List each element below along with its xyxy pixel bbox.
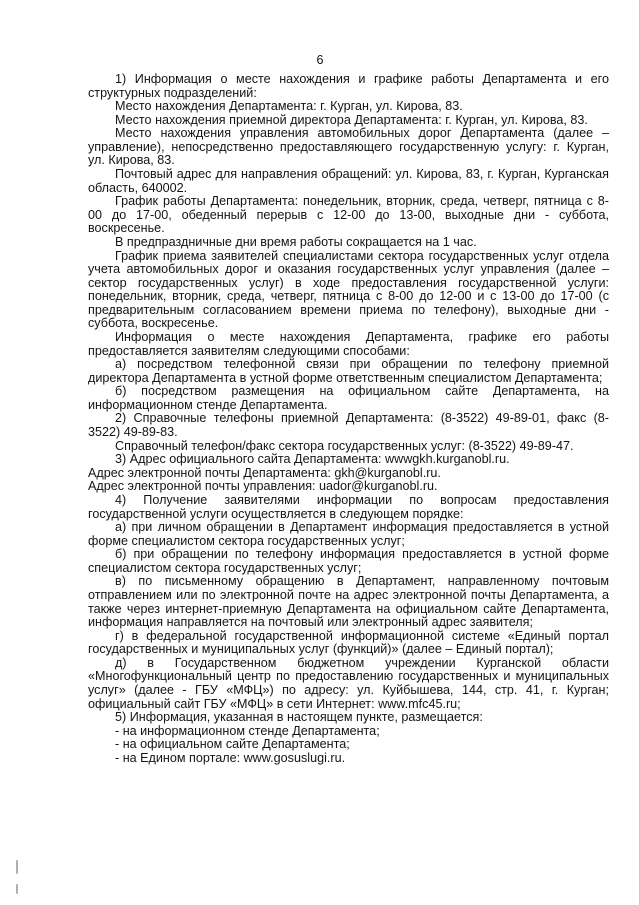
paragraph-order-by-phone: б) при обращении по телефону информация предоставляется в устной форме специалистом сектора государственных услуг;: [88, 547, 609, 575]
paragraph-info-order: 4) Получение заявителями информации по вопросам предоставления государственной услуги осуществляется в следующем порядке:: [88, 492, 609, 521]
paragraph-sector-phone: Справочный телефон/факс сектора государственных услуг: (8-3522) 49-89-47.: [115, 438, 574, 453]
paragraph-order-in-person: а) при личном обращении в Департамент информация предоставляется в устной форме специалистом сектора государственных услуг;: [88, 520, 609, 548]
paragraph-order-mfc: д) в Государственном бюджетном учреждении Курганской области «Многофункциональный центр по предоставлению государственных и муниципальных услуг» (далее - ГБУ «МФЦ») по адресу: ул. Куйбышева, 144, стр. 41, г. Курган; официальный сайт ГБУ «МФЦ» в сети Интернет: www.mfc45.ru;: [88, 655, 609, 711]
paragraph-reference-phones: 2) Справочные телефоны приемной Департамента: (8-3522) 49-89-01, факс (8-3522) 49-89-83.: [88, 411, 609, 440]
page-number: 6: [316, 53, 324, 67]
paragraph-info-location: 1) Информация о месте нахождения и графике работы Департамента и его структурных подразделений:: [88, 72, 609, 100]
paragraph-directorate-email: Адрес электронной почты управления: uador@kurganobl.ru.: [88, 479, 438, 494]
paragraph-department-email: Адрес электронной почты Департамента: gkh@kurganobl.ru.: [88, 465, 441, 480]
paragraph-order-unified-portal: г) в федеральной государственной информационной системе «Единый портал государственных и муниципальных услуг (функций)» (далее – Единый портал);: [88, 628, 609, 657]
paragraph-website-address: 3) Адрес официального сайта Департамента: wwwgkh.kurganobl.ru.: [115, 452, 510, 467]
paragraph-placement-stand: - на информационном стенде Департамента;: [115, 723, 380, 738]
paragraph-method-phone: а) посредством телефонной связи при обращении по телефону приемной директора Департамента в устной форме ответственным специалистом Департамента;: [88, 357, 609, 385]
paragraph-reception-schedule: График приема заявителей специалистами сектора государственных услуг отдела учета автомобильных дорог и оказания государственных услуг управления (далее – сектор государственных услуг) в ходе предоставления государственной услуги: понедельник, вторник, среда, четверг, пятница с 8-00 до 12-00 и с 13-00 до 17-00 (с предварительным согласованием времени приема по телефону), выходные дни - суббота, воскресенье.: [88, 248, 609, 331]
paragraph-department-address: Место нахождения Департамента: г. Курган, ул. Кирова, 83.: [115, 99, 463, 114]
paragraph-placement: 5) Информация, указанная в настоящем пункте, размещается:: [115, 710, 483, 725]
paragraph-postal-address: Почтовый адрес для направления обращений: ул. Кирова, 83, г. Курган, Курганская область, 640002.: [88, 167, 609, 195]
paragraph-method-website: б) посредством размещения на официальном сайте Департамента, на информационном стенде Департамента.: [88, 384, 609, 412]
paragraph-work-schedule: График работы Департамента: понедельник, вторник, среда, четверг, пятница с 8-00 до 17-00, обеденный перерыв с 12-00 до 13-00, выходные дни - суббота, воскресенье.: [88, 194, 609, 236]
document-body: [88, 73, 609, 765]
paragraph-reception-address: Место нахождения приемной директора Департамента: г. Курган, ул. Кирова, 83.: [115, 112, 588, 127]
paragraph-placement-portal: - на Едином портале: www.gosuslugi.ru.: [115, 750, 346, 765]
scan-speck: [16, 884, 18, 894]
paragraph-roads-directorate-address: Место нахождения управления автомобильных дорог Департамента (далее – управление), непосредственно предоставляющего государственную услугу: г. Курган, ул. Кирова, 83.: [88, 126, 609, 168]
paragraph-order-in-writing: в) по письменному обращению в Департамент, направленному почтовым отправлением или по электронной почте на адрес электронной почты Департамента, а также через интернет-приемную Департамента на официальном сайте Департамента, информация направляется на почтовый или электронный адрес заявителя;: [88, 574, 609, 630]
paragraph-placement-website: - на официальном сайте Департамента;: [115, 737, 350, 752]
paragraph-holiday-hours: В предпраздничные дни время работы сокращается на 1 час.: [115, 234, 477, 249]
scan-speck: [16, 860, 18, 874]
paragraph-info-methods: Информация о месте нахождения Департамента, графике его работы предоставляется заявителям следующими способами:: [88, 329, 609, 358]
